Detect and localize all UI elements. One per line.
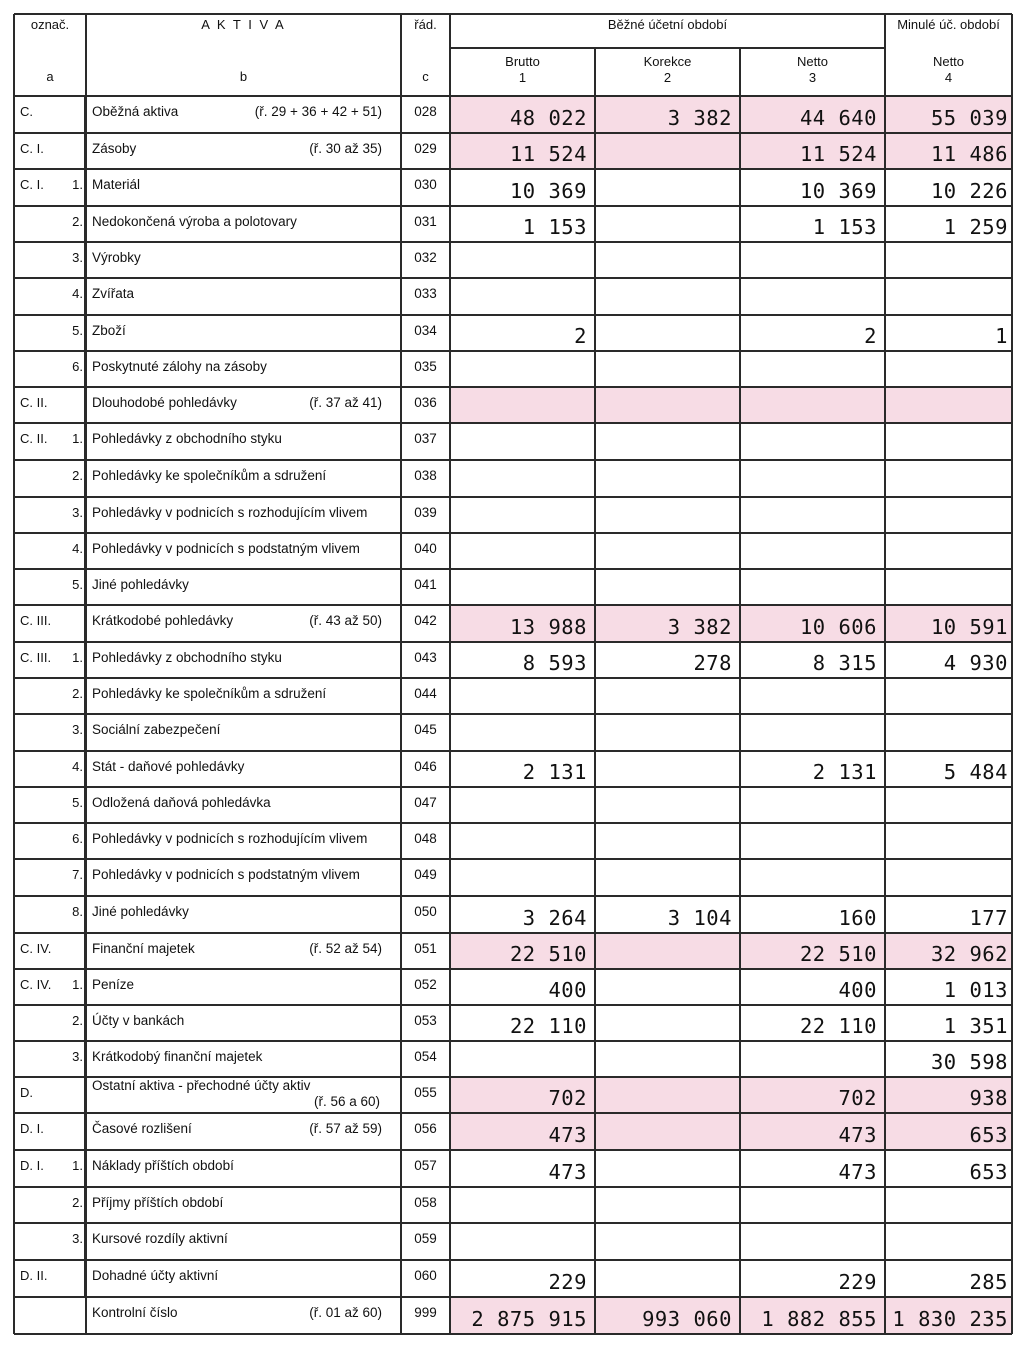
row-label: Jiné pohledávky: [92, 904, 189, 919]
header-bezne-obdobi: Běžné účetní období: [607, 17, 728, 32]
row-label: Pohledávky v podnicích s rozhodujícím vlivem: [92, 505, 368, 520]
cell-korekce: 3 382: [667, 615, 732, 639]
header-col-netto-prev: Netto: [932, 54, 965, 69]
row-code: 039: [414, 505, 437, 520]
row-label: Pohledávky ke společníkům a sdružení: [92, 686, 327, 701]
header-col-netto-num: 3: [808, 70, 817, 85]
row-label: Náklady příštích období: [92, 1158, 234, 1173]
row-item-number: 3.: [72, 250, 83, 265]
row-code: 048: [414, 831, 437, 846]
row-oznac: C.: [20, 104, 33, 119]
row-item-number: 3.: [72, 1049, 83, 1064]
grid-line: [14, 532, 1012, 534]
row-item-number: 8.: [72, 904, 83, 919]
row-oznac: C. I.: [20, 141, 44, 156]
row-item-number: 5.: [72, 577, 83, 592]
row-code: 031: [414, 214, 437, 229]
row-oznac: C. III.: [20, 613, 52, 628]
row-oznac: C. III.: [20, 650, 52, 665]
row-code: 049: [414, 867, 437, 882]
row-label: Zboží: [92, 323, 126, 338]
cell-brutto: 10 369: [509, 179, 587, 203]
row-label: Dohadné účty aktivní: [92, 1268, 219, 1283]
row-code: 040: [414, 541, 437, 556]
row-item-number: 2.: [72, 1013, 83, 1028]
row-label: Příjmy příštích období: [92, 1195, 224, 1210]
row-code: 054: [414, 1049, 437, 1064]
grid-line: [14, 968, 1012, 970]
grid-line: [14, 277, 1012, 279]
row-code: 034: [414, 323, 437, 338]
row-item-number: 1.: [72, 977, 83, 992]
cell-minule: 32 962: [930, 942, 1008, 966]
row-code: 036: [414, 395, 437, 410]
row-item-number: 4.: [72, 541, 83, 556]
cell-netto: 2 131: [812, 760, 877, 784]
cell-netto: 11 524: [799, 142, 877, 166]
cell-netto: 10 369: [799, 179, 877, 203]
header-col-netto-prev-num: 4: [944, 70, 953, 85]
row-code: 030: [414, 177, 437, 192]
grid-line: [14, 422, 1012, 424]
grid-line: [14, 13, 1012, 15]
row-oznac: C. IV.: [20, 977, 52, 992]
cell-netto: 8 315: [812, 651, 877, 675]
row-code: 042: [414, 613, 437, 628]
cell-brutto: 2 875 915: [471, 1307, 587, 1331]
row-code: 029: [414, 141, 437, 156]
grid-line: [14, 132, 1012, 134]
row-code: 041: [414, 577, 437, 592]
header-rad-sub: c: [422, 69, 429, 84]
grid-line: [14, 568, 1012, 570]
header-rad: řád.: [414, 17, 437, 32]
cell-brutto: 2: [574, 324, 587, 348]
row-code: 060: [414, 1268, 437, 1283]
row-code: 058: [414, 1195, 437, 1210]
grid-line: [14, 205, 1012, 207]
row-code: 999: [414, 1305, 437, 1320]
grid-line: [14, 858, 1012, 860]
grid-line: [14, 822, 1012, 824]
row-item-number: 1.: [72, 177, 83, 192]
row-oznac: D. II.: [20, 1268, 48, 1283]
cell-korekce: 3 382: [667, 106, 732, 130]
row-label: Dlouhodobé pohledávky: [92, 395, 237, 410]
grid-line: [14, 496, 1012, 498]
header-col-brutto-num: 1: [518, 70, 527, 85]
grid-line: [14, 1222, 1012, 1224]
row-formula: (ř. 43 až 50): [309, 613, 382, 628]
row-item-number: 5.: [72, 323, 83, 338]
cell-korekce: 993 060: [642, 1307, 732, 1331]
cell-brutto: 1 153: [522, 215, 587, 239]
row-oznac: D. I.: [20, 1158, 44, 1173]
row-code: 044: [414, 686, 437, 701]
cell-minule: 1 013: [943, 978, 1008, 1002]
row-label: Peníze: [92, 977, 135, 992]
row-highlight: [450, 387, 1012, 423]
row-code: 055: [414, 1085, 437, 1100]
cell-netto: 1 882 855: [761, 1307, 877, 1331]
row-item-number: 3.: [72, 722, 83, 737]
row-formula: (ř. 56 a 60): [313, 1094, 380, 1109]
grid-line: [14, 1112, 1012, 1114]
cell-minule: 10 226: [930, 179, 1008, 203]
header-col-brutto: Brutto: [505, 54, 540, 69]
cell-korekce: 278: [693, 651, 732, 675]
row-label: Nedokončená výroba a polotovary: [92, 214, 297, 229]
header-aktiva: A K T I V A: [201, 17, 286, 32]
row-formula: (ř. 30 až 35): [309, 141, 382, 156]
cell-netto: 2: [864, 324, 877, 348]
header-col-netto: Netto: [796, 54, 829, 69]
cell-minule: 10 591: [930, 615, 1008, 639]
row-code: 043: [414, 650, 437, 665]
cell-minule: 653: [969, 1123, 1008, 1147]
cell-minule: 177: [969, 906, 1008, 930]
row-oznac: C. II.: [20, 395, 48, 410]
row-label: Zvířata: [92, 286, 135, 301]
row-label: Poskytnuté zálohy na zásoby: [92, 359, 267, 374]
grid-line: [84, 96, 86, 1297]
header-aktiva-sub: b: [239, 69, 248, 84]
grid-line: [1011, 14, 1013, 1334]
row-label: Krátkodobý finanční majetek: [92, 1049, 263, 1064]
grid-line: [14, 1259, 1012, 1261]
row-item-number: 3.: [72, 505, 83, 520]
row-code: 028: [414, 104, 437, 119]
cell-netto: 44 640: [799, 106, 877, 130]
grid-line: [594, 47, 596, 1334]
row-formula: (ř. 57 až 59): [309, 1121, 382, 1136]
row-item-number: 6.: [72, 831, 83, 846]
row-label: Ostatní aktiva - přechodné účty aktiv: [92, 1078, 311, 1093]
row-label: Pohledávky ke společníkům a sdružení: [92, 468, 327, 483]
cell-brutto: 48 022: [509, 106, 587, 130]
row-item-number: 1.: [72, 650, 83, 665]
row-item-number: 1.: [72, 431, 83, 446]
row-label: Pohledávky v podnicích s rozhodujícím vlivem: [92, 831, 368, 846]
row-item-number: 4.: [72, 286, 83, 301]
row-formula: (ř. 52 až 54): [309, 941, 382, 956]
cell-brutto: 400: [548, 978, 587, 1002]
cell-netto: 473: [838, 1123, 877, 1147]
cell-minule: 938: [969, 1086, 1008, 1110]
row-label: Jiné pohledávky: [92, 577, 189, 592]
row-label: Zásoby: [92, 141, 137, 156]
grid-line: [14, 895, 1012, 897]
grid-line: [14, 1004, 1012, 1006]
row-label: Pohledávky z obchodního styku: [92, 650, 282, 665]
row-code: 037: [414, 431, 437, 446]
grid-line: [14, 677, 1012, 679]
row-code: 032: [414, 250, 437, 265]
row-label: Kursové rozdíly aktivní: [92, 1231, 228, 1246]
cell-brutto: 22 110: [509, 1014, 587, 1038]
row-label: Krátkodobé pohledávky: [92, 613, 234, 628]
row-item-number: 2.: [72, 468, 83, 483]
row-label: Sociální zabezpečení: [92, 722, 221, 737]
row-label: Stát - daňové pohledávky: [92, 759, 245, 774]
grid-line: [14, 750, 1012, 752]
grid-line: [14, 241, 1012, 243]
cell-minule: 11 486: [930, 142, 1008, 166]
cell-minule: 5 484: [943, 760, 1008, 784]
grid-line: [14, 1333, 1012, 1335]
header-oznac-sub: a: [46, 69, 54, 84]
row-label: Odložená daňová pohledávka: [92, 795, 271, 810]
row-code: 038: [414, 468, 437, 483]
grid-line: [13, 14, 15, 1334]
header-minule-obdobi: Minulé úč. období: [897, 17, 1000, 32]
cell-minule: 4 930: [943, 651, 1008, 675]
row-code: 046: [414, 759, 437, 774]
header-split-line: [450, 47, 885, 49]
row-item-number: 4.: [72, 759, 83, 774]
row-code: 051: [414, 941, 437, 956]
row-item-number: 2.: [72, 686, 83, 701]
balance-sheet-aktiva: [14, 14, 1012, 1334]
cell-netto: 473: [838, 1160, 877, 1184]
cell-minule: 30 598: [930, 1050, 1008, 1074]
row-code: 053: [414, 1013, 437, 1028]
row-code: 059: [414, 1231, 437, 1246]
cell-minule: 1 830 235: [892, 1307, 1008, 1331]
row-label: Kontrolní číslo: [92, 1305, 178, 1320]
cell-brutto: 702: [548, 1086, 587, 1110]
row-label: Pohledávky z obchodního styku: [92, 431, 282, 446]
row-formula: (ř. 01 až 60): [309, 1305, 382, 1320]
cell-minule: 1 351: [943, 1014, 1008, 1038]
row-label: Časové rozlišení: [92, 1121, 192, 1136]
row-label: Pohledávky v podnicích s podstatným vlivem: [92, 867, 360, 882]
cell-minule: 55 039: [930, 106, 1008, 130]
cell-brutto: 13 988: [509, 615, 587, 639]
row-item-number: 3.: [72, 1231, 83, 1246]
cell-minule: 285: [969, 1270, 1008, 1294]
cell-brutto: 473: [548, 1123, 587, 1147]
cell-minule: 653: [969, 1160, 1008, 1184]
grid-line: [14, 386, 1012, 388]
grid-line: [14, 786, 1012, 788]
grid-line: [14, 1296, 1012, 1298]
cell-netto: 400: [838, 978, 877, 1002]
cell-netto: 160: [838, 906, 877, 930]
grid-line: [14, 1149, 1012, 1151]
row-item-number: 6.: [72, 359, 83, 374]
row-item-number: 2.: [72, 1195, 83, 1210]
row-oznac: D.: [20, 1085, 33, 1100]
cell-brutto: 22 510: [509, 942, 587, 966]
row-formula: (ř. 37 až 41): [309, 395, 382, 410]
cell-netto: 702: [838, 1086, 877, 1110]
cell-brutto: 473: [548, 1160, 587, 1184]
grid-line: [14, 1186, 1012, 1188]
row-item-number: 1.: [72, 1158, 83, 1173]
row-item-number: 2.: [72, 214, 83, 229]
row-oznac: D. I.: [20, 1121, 44, 1136]
cell-brutto: 3 264: [522, 906, 587, 930]
cell-brutto: 229: [548, 1270, 587, 1294]
row-code: 052: [414, 977, 437, 992]
row-label: Finanční majetek: [92, 941, 195, 956]
cell-minule: 1 259: [943, 215, 1008, 239]
grid-line: [14, 314, 1012, 316]
grid-line: [14, 350, 1012, 352]
row-label: Materiál: [92, 177, 141, 192]
row-item-number: 7.: [72, 867, 83, 882]
header-col-korekce: Korekce: [643, 54, 692, 69]
row-oznac: C. I.: [20, 177, 44, 192]
cell-netto: 22 110: [799, 1014, 877, 1038]
row-code: 057: [414, 1158, 437, 1173]
header-col-korekce-num: 2: [663, 70, 672, 85]
row-label: Oběžná aktiva: [92, 104, 179, 119]
row-code: 047: [414, 795, 437, 810]
grid-line: [14, 459, 1012, 461]
row-code: 035: [414, 359, 437, 374]
row-code: 050: [414, 904, 437, 919]
cell-netto: 229: [838, 1270, 877, 1294]
row-code: 045: [414, 722, 437, 737]
row-label: Účty v bankách: [92, 1013, 185, 1028]
grid-line: [14, 932, 1012, 934]
grid-line: [14, 641, 1012, 643]
row-item-number: 5.: [72, 795, 83, 810]
cell-brutto: 2 131: [522, 760, 587, 784]
grid-line: [14, 713, 1012, 715]
grid-line: [400, 14, 402, 1334]
row-code: 056: [414, 1121, 437, 1136]
grid-line: [14, 604, 1012, 606]
header-oznac: označ.: [30, 17, 70, 32]
cell-netto: 10 606: [799, 615, 877, 639]
grid-line: [14, 1040, 1012, 1042]
cell-korekce: 3 104: [667, 906, 732, 930]
cell-brutto: 8 593: [522, 651, 587, 675]
row-oznac: C. IV.: [20, 941, 52, 956]
row-formula: (ř. 29 + 36 + 42 + 51): [254, 104, 382, 119]
row-oznac: C. II.: [20, 431, 48, 446]
cell-brutto: 11 524: [509, 142, 587, 166]
cell-netto: 1 153: [812, 215, 877, 239]
cell-netto: 22 510: [799, 942, 877, 966]
row-label: Pohledávky v podnicích s podstatným vlivem: [92, 541, 360, 556]
grid-line: [14, 95, 1012, 97]
grid-line: [14, 168, 1012, 170]
row-code: 033: [414, 286, 437, 301]
row-label: Výrobky: [92, 250, 141, 265]
cell-minule: 1: [995, 324, 1008, 348]
